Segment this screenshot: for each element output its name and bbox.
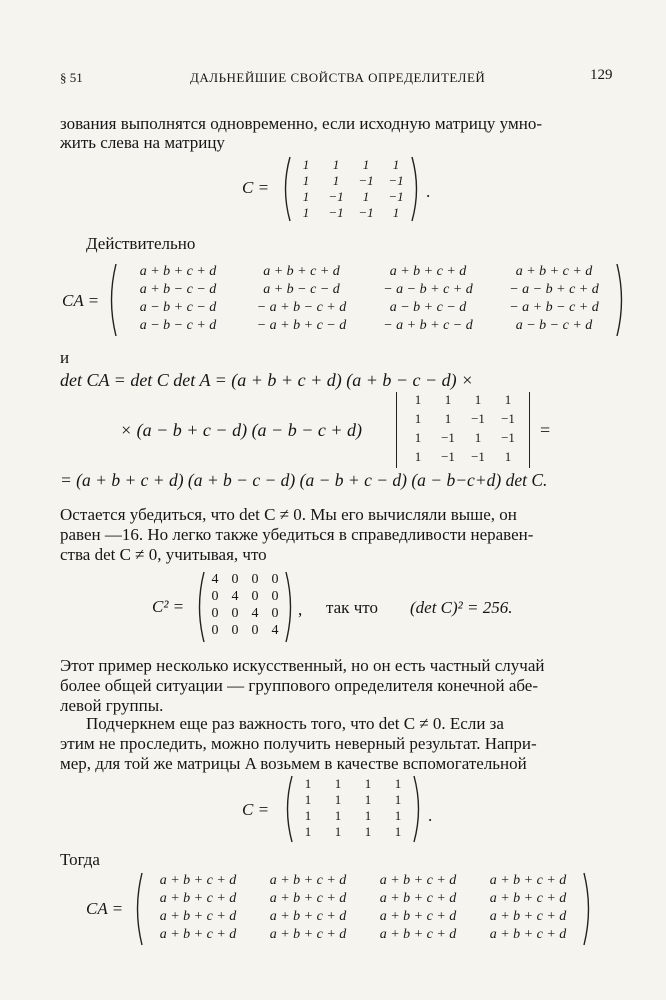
det-cell: 1 (444, 392, 452, 407)
det-cell: −1 (471, 411, 485, 426)
paragraph-line: Действительно (86, 234, 196, 253)
matrix-cell: 0 (271, 606, 279, 621)
matrix-cell: 1 (362, 189, 370, 204)
matrix-cell: a + b + c + d (263, 264, 340, 279)
matrix-cell: −1 (328, 189, 344, 204)
right-bracket (413, 776, 424, 842)
matrix-cell: 1 (364, 824, 372, 839)
right-bracket (583, 873, 594, 945)
comma: , (298, 600, 303, 619)
matrix-cell: 4 (231, 589, 239, 604)
matrix-cell: 1 (332, 157, 340, 172)
det-cell: 1 (414, 430, 422, 445)
matrix-label: C = (242, 178, 270, 197)
matrix-cell: − a + b + c − d (256, 318, 347, 333)
matrix-cell: 1 (364, 808, 372, 823)
equation-line: det CA = det C det A = (a + b + c + d) (a + b − c − d) × (60, 370, 474, 390)
det-cell: 1 (504, 449, 512, 464)
matrix-cell: a + b + c + d (489, 891, 567, 906)
det-cell: 1 (444, 411, 452, 426)
matrix-label: CA = (86, 899, 124, 918)
left-bracket (194, 572, 205, 642)
matrix-cell: 1 (394, 792, 402, 807)
matrix-label: C² = (152, 597, 185, 616)
matrix-cell: 1 (302, 189, 310, 204)
matrix-grid (117, 264, 616, 336)
paragraph-line: этим не проследить, можно получить неверный результат. Напри- (60, 734, 537, 753)
matrix-cell: a + b + c + d (379, 873, 457, 888)
matrix-cell: a − b + c − d (139, 300, 217, 315)
matrix-cell: a + b + c + d (269, 909, 347, 924)
matrix-cell: a + b + c + d (489, 927, 567, 942)
matrix-cell: −1 (388, 189, 404, 204)
det-cell: 1 (474, 392, 482, 407)
matrix-cell: 4 (251, 606, 259, 621)
matrix-cell: 1 (334, 824, 342, 839)
matrix-c-ones (282, 776, 424, 842)
matrix-cell: a + b − c − d (263, 282, 340, 297)
matrix-cell: a + b + c + d (489, 909, 567, 924)
matrix-cell: 1 (302, 205, 310, 220)
det-bar-right (523, 392, 530, 468)
paragraph-line: жить слева на матрицу (60, 133, 225, 152)
matrix-label: CA = (62, 291, 100, 310)
paragraph-line: зования выполнятся одновременно, если исходную матрицу умно- (60, 114, 542, 133)
matrix-c (280, 157, 422, 221)
right-bracket (411, 157, 422, 221)
matrix-cell: 0 (251, 572, 259, 587)
period: . (426, 182, 431, 201)
matrix-cell: 1 (364, 776, 372, 791)
matrix-cell: a + b − c − d (139, 282, 217, 297)
running-title: ДАЛЬНЕЙШИЕ СВОЙСТВА ОПРЕДЕЛИТЕЛЕЙ (190, 70, 486, 85)
matrix-cell: − a + b − c + d (509, 300, 599, 315)
paragraph-line: мер, для той же матрицы A возьмем в качестве вспомогательной (60, 754, 527, 773)
section-number: § 51 (60, 70, 83, 85)
matrix-cell: 0 (271, 572, 279, 587)
paragraph-line: равен —16. Но легко также убедиться в справедливости неравен- (60, 525, 534, 544)
matrix-cell: a + b + c + d (159, 873, 237, 888)
matrix-grid (291, 157, 411, 221)
paragraph-line: и (60, 348, 70, 367)
matrix-cell: a + b + c + d (139, 264, 217, 279)
paragraph-line: более общей ситуации — группового определителя конечной абе- (60, 676, 539, 695)
matrix-cell: a + b + c + d (379, 927, 457, 942)
matrix-label: C = (242, 800, 270, 819)
det-cell: −1 (501, 430, 515, 445)
paragraph-line: ства det C ≠ 0, учитывая, что (60, 545, 267, 564)
matrix-cell: −1 (358, 173, 374, 188)
matrix-cell: a + b + c + d (269, 927, 347, 942)
matrix-cell: a + b + c + d (269, 891, 347, 906)
page-number: 129 (590, 67, 613, 83)
det-cell: 1 (504, 392, 512, 407)
matrix-cell: 1 (304, 792, 312, 807)
det-cell: 1 (414, 392, 422, 407)
paragraph-line: Этот пример несколько искусственный, но он есть частный случай (60, 656, 545, 675)
matrix-grid (143, 873, 583, 945)
matrix-cell: 1 (392, 205, 400, 220)
matrix-cell: 1 (334, 792, 342, 807)
matrix-cell: 0 (211, 606, 219, 621)
det-bar-left (396, 392, 403, 468)
matrix-ca (106, 264, 627, 336)
matrix-cell: a + b + c + d (515, 264, 593, 279)
matrix-cell: 1 (392, 157, 400, 172)
det-cell: 1 (474, 430, 482, 445)
paragraph-line: левой группы. (60, 696, 164, 715)
matrix-cell: 1 (304, 776, 312, 791)
det-cell: 1 (414, 411, 422, 426)
matrix-cell: a + b + c + d (159, 927, 237, 942)
matrix-cell: 0 (271, 589, 279, 604)
det-cell: −1 (471, 449, 485, 464)
paragraph-line: Подчеркнем еще раз важность того, что det C ≠ 0. Если за (86, 714, 504, 733)
right-bracket (285, 572, 296, 642)
matrix-cell: a + b + c + d (159, 891, 237, 906)
equation-line: = (a + b + c + d) (a + b − c − d) (a − b + c − d) (a − b−c+d) det C. (60, 470, 548, 490)
matrix-cell: a + b + c + d (379, 909, 457, 924)
matrix-cell: a + b + c + d (489, 873, 567, 888)
matrix-cell: 0 (231, 606, 239, 621)
matrix-cell: − a + b − c + d (256, 300, 347, 315)
matrix-cell: 4 (211, 572, 219, 587)
matrix-ca-sums (132, 873, 594, 945)
det-cell: −1 (501, 411, 515, 426)
matrix-cell: a + b + c + d (389, 264, 467, 279)
matrix-cell: a − b − c + d (139, 318, 217, 333)
matrix-cell: 0 (231, 623, 239, 638)
matrix-cell: 1 (334, 808, 342, 823)
matrix-cell: 1 (394, 824, 402, 839)
so-that-text: так что (326, 598, 378, 617)
paragraph-line: Остается убедиться, что det C ≠ 0. Мы его вычисляли выше, он (60, 505, 517, 524)
left-bracket (282, 776, 293, 842)
matrix-cell: 1 (394, 808, 402, 823)
determinant (396, 392, 530, 468)
matrix-cell: a + b + c + d (379, 891, 457, 906)
paragraph-line: Тогда (60, 850, 100, 869)
matrix-cell: 1 (304, 808, 312, 823)
matrix-cell: a + b + c + d (159, 909, 237, 924)
matrix-grid (205, 572, 285, 642)
matrix-cell: 1 (362, 157, 370, 172)
period: . (428, 806, 433, 825)
matrix-cell: 0 (231, 572, 239, 587)
matrix-cell: 1 (332, 173, 340, 188)
matrix-cell: 1 (394, 776, 402, 791)
matrix-cell: a + b + c + d (269, 873, 347, 888)
matrix-grid (293, 776, 413, 842)
det-cell: −1 (441, 449, 455, 464)
left-bracket (280, 157, 291, 221)
det-cell: −1 (441, 430, 455, 445)
matrix-cell: − a − b + c + d (509, 282, 599, 297)
matrix-c-squared (194, 572, 296, 642)
det-grid (403, 392, 523, 468)
matrix-cell: − a + b + c − d (383, 318, 473, 333)
matrix-cell: a − b + c − d (389, 300, 467, 315)
matrix-cell: 1 (304, 824, 312, 839)
equation-line: × (a − b + c − d) (a − b − c + d) (120, 420, 362, 440)
matrix-cell: −1 (328, 205, 344, 220)
matrix-cell: 1 (302, 157, 310, 172)
left-bracket (106, 264, 117, 336)
matrix-cell: −1 (388, 173, 404, 188)
right-bracket (616, 264, 627, 336)
left-bracket (132, 873, 143, 945)
matrix-cell: −1 (358, 205, 374, 220)
matrix-cell: 4 (271, 623, 279, 638)
matrix-cell: 1 (302, 173, 310, 188)
equals-sign: = (540, 420, 551, 440)
result-text: (det C)² = 256. (410, 598, 513, 617)
matrix-cell: 0 (211, 589, 219, 604)
matrix-cell: 1 (334, 776, 342, 791)
matrix-cell: 1 (364, 792, 372, 807)
matrix-cell: 0 (251, 589, 259, 604)
det-cell: 1 (414, 449, 422, 464)
matrix-cell: 0 (251, 623, 259, 638)
matrix-cell: 0 (211, 623, 219, 638)
matrix-cell: − a − b + c + d (383, 282, 473, 297)
matrix-cell: a − b − c + d (515, 318, 593, 333)
